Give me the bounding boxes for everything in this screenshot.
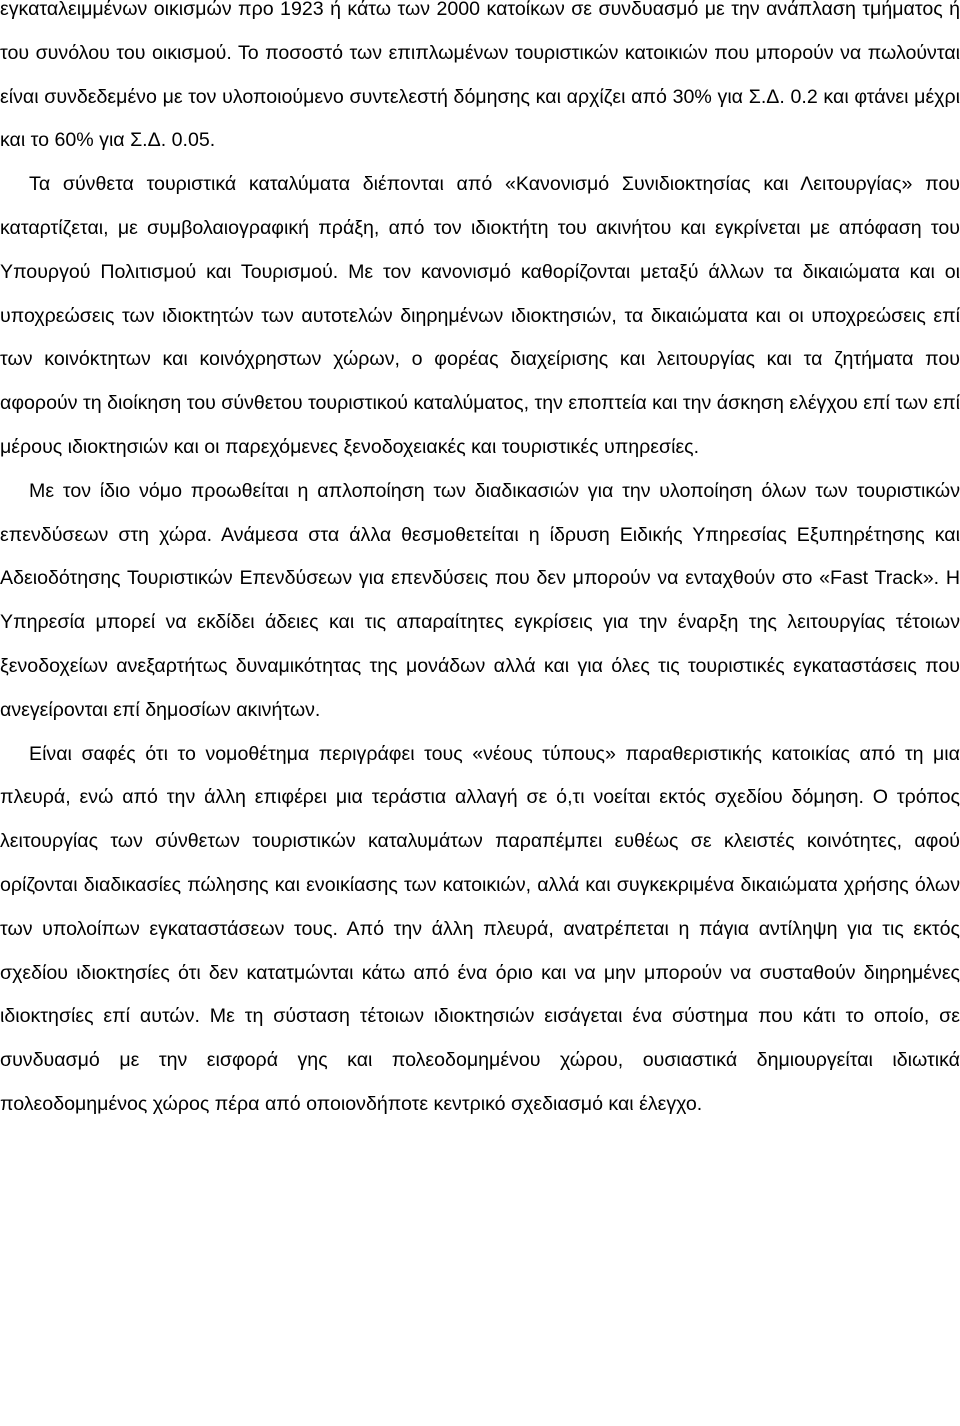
paragraph-1: εγκαταλειμμένων οικισμών προ 1923 ή κάτω των 2000 κατοίκων σε συνδυασμό με την ανάπλαση τμήματος ή του συνόλου του οικισμού. Το ποσοστό των επιπλωμένων τουριστικών κατοικιών που μπορούν να πωλούνται είναι συνδεδεμένο με τον υλοποιούμενο συντελεστή δόμησης και αρχίζει από 30% για Σ.Δ. 0.2 και φτάνει μέχρι και το 60% για Σ.Δ. 0.05. — [0, 0, 960, 152]
paragraph-2: Τα σύνθετα τουριστικά καταλύματα διέπονται από «Κανονισμό Συνιδιοκτησίας και Λειτουργίας» που καταρτίζεται, με συμβολαιογραφική πράξη, από τον ιδιοκτήτη του ακινήτου και εγκρίνεται με απόφαση του Υπουργού Πολιτισμού και Τουρισμού. Με τον κανονισμό καθορίζονται μεταξύ άλλων τα δικαιώματα και οι υποχρεώσεις των ιδιοκτητών των αυτοτελών διηρημένων ιδιοκτησιών, τα δικαιώματα και οι υποχρεώσεις επί των κοινόκτητων και κοινόχρηστων χώρων, ο φορέας διαχείρισης και λειτουργίας και τα ζητήματα που αφορούν τη διοίκηση του σύνθετου τουριστικού καταλύματος, την εποπτεία και την άσκηση ελέγχου επί των επί μέρους ιδιοκτησιών και οι παρεχόμενες ξενοδοχειακές και τουριστικές υπηρεσίες. — [0, 173, 960, 458]
paragraph-3: Με τον ίδιο νόμο προωθείται η απλοποίηση των διαδικασιών για την υλοποίηση όλων των τουριστικών επενδύσεων στη χώρα. Ανάμεσα στα άλλα θεσμοθετείται η ίδρυση Ειδικής Υπηρεσίας Εξυπηρέτησης και Αδειοδότησης Τουριστικών Επενδύσεων για επενδύσεις που δεν μπορούν να ενταχθούν στο «Fast Track». Η Υπηρεσία μπορεί να εκδίδει άδειες και τις απαραίτητες εγκρίσεις για την έναρξη της λειτουργίας τέτοιων ξενοδοχείων ανεξαρτήτως δυναμικότητας της μονάδων αλλά και για όλες τις τουριστικές εγκαταστάσεις που ανεγείρονται επί δημοσίων ακινήτων. — [0, 479, 960, 721]
paragraph-4: Είναι σαφές ότι το νομοθέτημα περιγράφει τους «νέους τύπους» παραθεριστικής κατοικίας από τη μια πλευρά, ενώ από την άλλη επιφέρει μια τεράστια αλλαγή σε ό,τι νοείται εκτός σχεδίου δόμηση. Ο τρόπος λειτουργίας των σύνθετων τουριστικών καταλυμάτων παραπέμπει ευθέως σε κλειστές κοινότητες, αφού ορίζονται διαδικασίες πώλησης και ενοικίασης των κατοικιών, αλλά και συγκεκριμένα δικαιώματα χρήσης όλων των υπολοίπων εγκαταστάσεων τους. Από την άλλη πλευρά, ανατρέπεται η πάγια αντίληψη για τις εκτός σχεδίου ιδιοκτησίες ότι δεν κατατμώνται κάτω από ένα όριο και να μην μπορούν να συσταθούν διηρημένες ιδιοκτησίες επί αυτών. Με τη σύσταση τέτοιων ιδιοκτησιών εισάγεται ένα σύστημα που κάτι το οποίο, σε συνδυασμό με την εισφορά γης και πολεοδομημένου χώρου, ουσιαστικά δημιουργείται ιδιωτικά πολεοδομημένος χώρος πέρα από οποιονδήποτε κεντρικό σχεδιασμό και έλεγχο. — [0, 742, 960, 1115]
